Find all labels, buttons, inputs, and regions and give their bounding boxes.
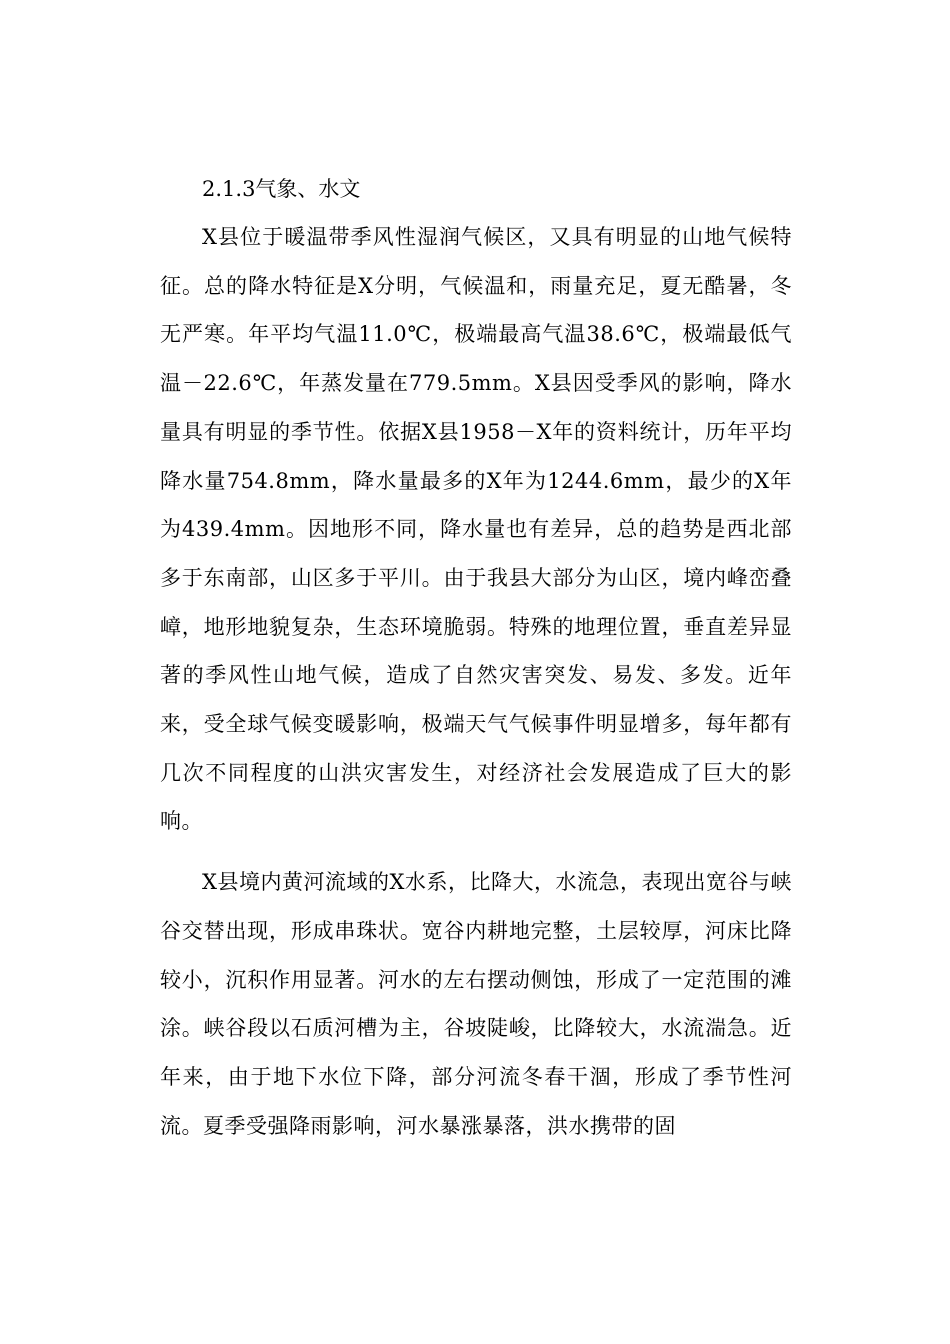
paragraph-climate: X县位于暖温带季风性湿润气候区，又具有明显的山地气候特征。总的降水特征是X分明，气候温和，雨量充足，夏无酷暑，冬无严寒。年平均气温11.0℃，极端最高气温38.6℃，极端最低气温－22.6℃，年蒸发量在779.5mm。X县因受季风的影响，降水量具有明显的季节性。依据X县1958－X年的资料统计，历年平均降水量754.8mm，降水量最多的X年为1244.6mm，最少的X年为439.4mm。因地形不同，降水量也有差异，总的趋势是西北部多于东南部，山区多于平川。由于我县大部分为山区，境内峰峦叠嶂，地形地貌复杂，生态环境脆弱。特殊的地理位置，垂直差异显著的季风性山地气候，造成了自然灾害突发、易发、多发。近年来，受全球气候变暖影响，极端天气气候事件明显增多，每年都有几次不同程度的山洪灾害发生，对经济社会发展造成了巨大的影响。 [160, 225, 792, 834]
paragraph-hydrology: X县境内黄河流域的X水系，比降大，水流急，表现出宽谷与峡谷交替出现，形成串珠状。宽谷内耕地完整，土层较厚，河床比降较小，沉积作用显著。河水的左右摆动侧蚀，形成了一定范围的滩涂。峡谷段以石质河槽为主，谷坡陡峻，比降较大，水流湍急。近年来，由于地下水位下降，部分河流冬春干涸，形成了季节性河流。夏季受强降雨影响，河水暴涨暴落，洪水携带的固 [160, 870, 792, 1138]
document-body [160, 165, 792, 1150]
section-heading: 2.1.3气象、水文 [202, 177, 361, 201]
